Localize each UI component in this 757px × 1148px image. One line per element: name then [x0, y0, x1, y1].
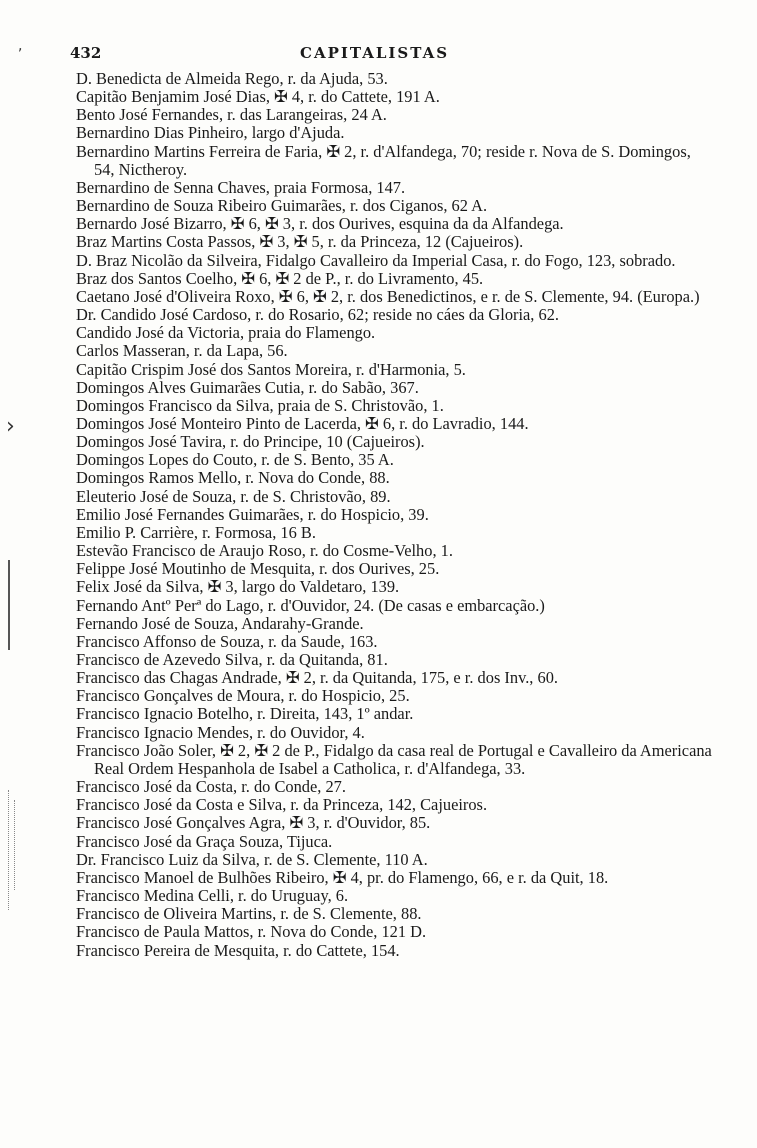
running-title: CAPITALISTAS [300, 44, 450, 62]
list-item: Domingos José Monteiro Pinto de Lacerda, ✠ 6, r. do Lavradio, 144. [76, 413, 529, 433]
list-item: Bernardo José Bizarro, ✠ 6, ✠ 3, r. dos Ourives, esquina da da Alfandega. [76, 214, 564, 234]
list-item: Candido José da Victoria, praia do Flamengo. [76, 323, 376, 343]
margin-mark: , [18, 38, 23, 54]
list-item: Bernardino Dias Pinheiro, largo d'Ajuda. [76, 123, 345, 143]
list-item: Francisco Manoel de Bulhões Ribeiro, ✠ 4, pr. do Flamengo, 66, e r. da Quit, 18. [76, 867, 609, 887]
list-item: Estevão Francisco de Araujo Roso, r. do Cosme-Velho, 1. [76, 541, 453, 561]
list-item: Domingos Alves Guimarães Cutia, r. do Sabão, 367. [76, 377, 419, 397]
list-item: Francisco de Azevedo Silva, r. da Quitanda, 81. [76, 650, 388, 669]
list-item: Francisco Ignacio Botelho, r. Direita, 143, 1º andar. [76, 704, 414, 724]
list-item: Braz Martins Costa Passos, ✠ 3, ✠ 5, r. da Princeza, 12 (Cajueiros). [76, 232, 524, 252]
directory-list [76, 70, 712, 960]
list-item: Francisco José da Costa, r. do Conde, 27. [76, 777, 346, 797]
list-item: Dr. Candido José Cardoso, r. do Rosario, 62; reside no cáes da Gloria, 62. [76, 305, 559, 325]
list-item: Domingos Francisco da Silva, praia de S. Christovão, 1. [76, 395, 444, 415]
list-item: Fernando José de Souza, Andarahy-Grande. [76, 613, 364, 633]
list-item: Francisco Pereira de Mesquita, r. do Cattete, 154. [76, 940, 400, 960]
list-item: Capitão Crispim José dos Santos Moreira, r. d'Harmonia, 5. [76, 359, 466, 379]
list-item: Francisco João Soler, ✠ 2, ✠ 2 de P., Fidalgo da casa real de Portugal e Cavalleiro da Americana Real Ordem Hespanhola de Isabel a Catholica, r. d'Alfandega, 33. [76, 740, 712, 778]
list-item: Domingos Lopes do Couto, r. de S. Bento, 35 A. [76, 450, 394, 470]
page-header [70, 44, 490, 66]
margin-stain [14, 800, 15, 890]
list-item: Carlos Masseran, r. da Lapa, 56. [76, 341, 288, 361]
list-item: Francisco de Oliveira Martins, r. de S. Clemente, 88. [76, 904, 422, 924]
list-item: Francisco José da Graça Souza, Tijuca. [76, 831, 333, 851]
list-item: D. Benedicta de Almeida Rego, r. da Ajuda, 53. [76, 69, 388, 88]
list-item: Francisco Gonçalves de Moura, r. do Hospicio, 25. [76, 686, 410, 706]
list-item: Francisco Medina Celli, r. do Uruguay, 6. [76, 886, 349, 906]
list-item: Francisco das Chagas Andrade, ✠ 2, r. da Quitanda, 175, e r. dos Inv., 60. [76, 668, 558, 688]
list-item: Bernardino de Souza Ribeiro Guimarães, r. dos Ciganos, 62 A. [76, 196, 488, 216]
list-item: Dr. Francisco Luiz da Silva, r. de S. Clemente, 110 A. [76, 849, 428, 869]
list-item: Francisco Ignacio Mendes, r. do Ouvidor, 4. [76, 722, 365, 742]
list-item: Domingos José Tavira, r. do Principe, 10 (Cajueiros). [76, 432, 425, 452]
page-number: 432 [70, 44, 102, 62]
margin-stain [8, 790, 9, 910]
list-item: Eleuterio José de Souza, r. de S. Christovão, 89. [76, 486, 391, 506]
list-item: Felippe José Moutinho de Mesquita, r. dos Ourives, 25. [76, 559, 440, 579]
list-item: Caetano José d'Oliveira Roxo, ✠ 6, ✠ 2, r. dos Benedictinos, e r. de S. Clemente, 94. (Europa.) [76, 286, 700, 306]
list-item: Emilio P. Carrière, r. Formosa, 16 B. [76, 522, 316, 542]
list-item: Bento José Fernandes, r. das Larangeiras, 24 A. [76, 105, 387, 125]
list-item: Emilio José Fernandes Guimarães, r. do Hospicio, 39. [76, 504, 429, 524]
list-item: Francisco Affonso de Souza, r. da Saude, 163. [76, 631, 378, 651]
margin-chevron-mark: › [6, 414, 15, 439]
list-item: Fernando Antº Perª do Lago, r. d'Ouvidor, 24. (De casas e embarcação.) [76, 595, 545, 615]
margin-stain [8, 560, 10, 650]
list-item: Capitão Benjamim José Dias, ✠ 4, r. do Cattete, 191 A. [76, 87, 440, 107]
list-item: D. Braz Nicolão da Silveira, Fidalgo Cavalleiro da Imperial Casa, r. do Fogo, 123, sobrado. [76, 250, 676, 270]
list-item: Francisco de Paula Mattos, r. Nova do Conde, 121 D. [76, 922, 427, 942]
list-item: Bernardino de Senna Chaves, praia Formosa, 147. [76, 177, 406, 197]
list-item: Domingos Ramos Mello, r. Nova do Conde, 88. [76, 468, 390, 488]
list-item: Felix José da Silva, ✠ 3, largo do Valdetaro, 139. [76, 577, 400, 597]
list-item: Bernardino Martins Ferreira de Faria, ✠ 2, r. d'Alfandega, 70; reside r. Nova de S. Domingos, 54, Nictheroy. [76, 141, 691, 179]
list-item: Braz dos Santos Coelho, ✠ 6, ✠ 2 de P., r. do Livramento, 45. [76, 268, 484, 288]
list-item: Francisco José Gonçalves Agra, ✠ 3, r. d'Ouvidor, 85. [76, 813, 431, 833]
list-item: Francisco José da Costa e Silva, r. da Princeza, 142, Cajueiros. [76, 795, 488, 815]
